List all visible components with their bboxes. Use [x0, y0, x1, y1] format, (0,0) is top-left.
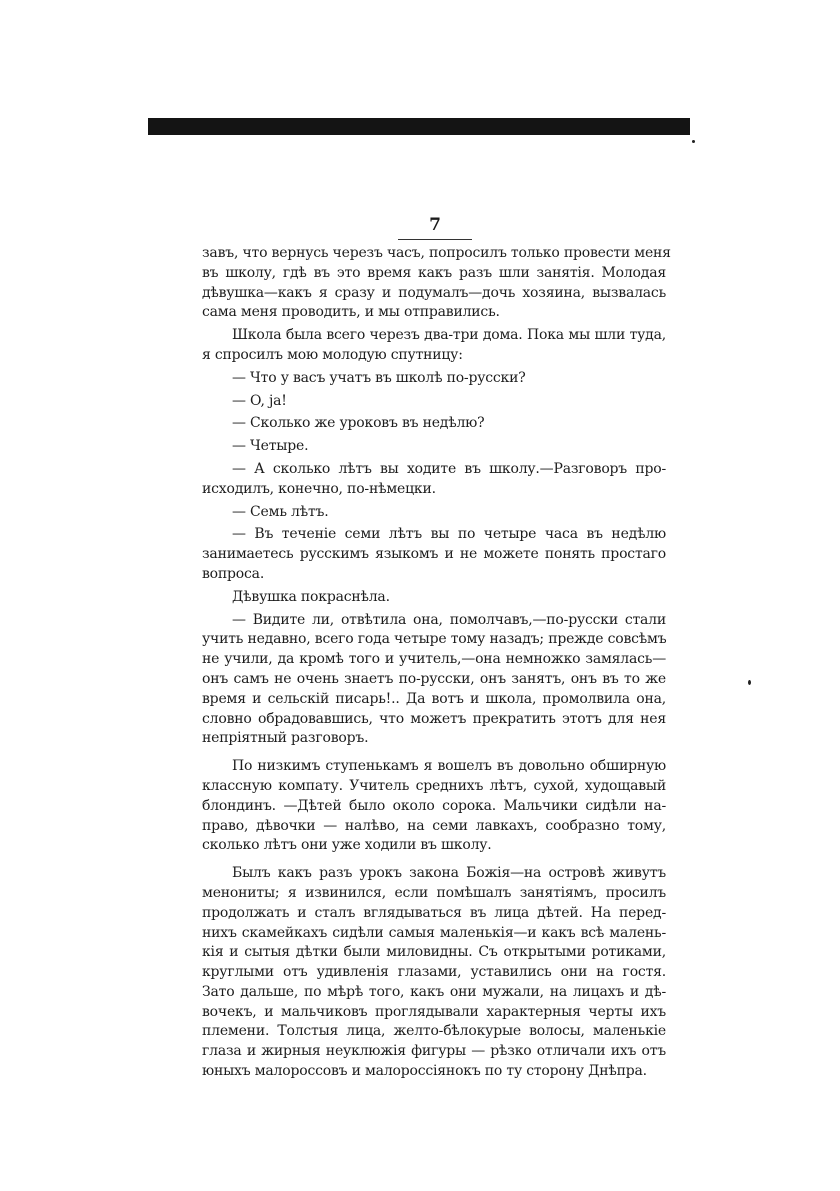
text-line: я спросилъ мою молодую спутницу:: [202, 346, 463, 363]
text-line: сама меня проводить, и мы отправились.: [202, 304, 500, 321]
paragraph: [202, 369, 666, 389]
paragraph: [202, 588, 666, 608]
text-line: не учили, да кромѣ того и учитель,—она немножко замялась—: [202, 651, 666, 668]
text-line: сколько лѣтъ они уже ходили въ школу.: [202, 837, 492, 854]
paragraph: [202, 525, 666, 584]
page-number: 7: [429, 215, 441, 235]
scan-speck: [748, 680, 751, 685]
text-line: — Сколько же уроковъ въ недѣлю?: [232, 415, 485, 432]
page-number-rule: [398, 239, 472, 240]
text-line: блондинъ. —Дѣтей было около сорока. Мальчики сидѣли на-: [202, 797, 666, 814]
text-line: время и сельскій писарь!.. Да вотъ и школа, промолвила она,: [202, 690, 666, 707]
body-text: [202, 244, 671, 1082]
text-line: занимаетесь русскимъ языкомъ и не можете понять простаго: [202, 546, 666, 563]
paragraph: [202, 326, 666, 366]
text-line: вочекъ, и мальчиковъ проглядывали характерныя черты ихъ: [202, 1003, 666, 1020]
text-line: онъ самъ не очень знаетъ по-русски, онъ занятъ, онъ въ то же: [202, 670, 666, 687]
text-line: Былъ какъ разъ урокъ закона Божія—на островѣ живутъ: [232, 865, 666, 882]
text-line: менониты; я извинился, если помѣшалъ занятіямъ, просилъ: [202, 884, 666, 901]
paragraph: [202, 611, 666, 750]
text-line: — Семь лѣтъ.: [232, 503, 329, 520]
text-line: исходилъ, конечно, по-нѣмецки.: [202, 480, 436, 497]
paragraph: [202, 244, 671, 323]
text-line: — А сколько лѣтъ вы ходите въ школу.—Разговоръ про-: [232, 460, 666, 477]
text-line: завъ, что вернусь черезъ часъ, попросилъ только провести меня: [202, 245, 671, 261]
text-line: Зато дальше, по мѣрѣ того, какъ они мужали, на лицахъ и дѣ-: [202, 983, 666, 1000]
text-line: кія и сытыя дѣтки были миловидны. Съ открытыми ротиками,: [202, 944, 666, 961]
paragraph: [202, 503, 666, 523]
text-line: въ школу, гдѣ въ это время какъ разъ шли занятія. Молодая: [202, 264, 666, 281]
text-line: продолжать и сталъ вглядываться въ лица дѣтей. На перед-: [202, 904, 666, 921]
scan-speck: [692, 140, 695, 143]
text-line: вопроса.: [202, 565, 265, 582]
text-line: — Четыре.: [232, 438, 309, 455]
text-line: — O, ja!: [232, 392, 287, 409]
text-line: Дѣвушка покраснѣла.: [232, 588, 390, 605]
text-line: право, дѣвочки — налѣво, на семи лавкахъ, сообразно тому,: [202, 817, 666, 834]
text-line: По низкимъ ступенькамъ я вошелъ въ довольно обширную: [232, 758, 666, 775]
text-line: племени. Толстыя лица, желто-бѣлокурые волосы, маленькіе: [202, 1023, 666, 1040]
text-line: — Въ теченіе семи лѣтъ вы по четыре часа въ недѣлю: [232, 526, 666, 543]
scan-edge-bar: [148, 118, 690, 135]
text-line: классную компату. Учитель среднихъ лѣтъ, сухой, худощавый: [202, 777, 666, 794]
paragraph: [202, 460, 666, 500]
text-line: — Что у васъ учатъ въ школѣ по-русски?: [232, 369, 526, 386]
text-line: круглыми отъ удивленія глазами, уставились они на гостя.: [202, 964, 666, 981]
text-line: Школа была всего черезъ два-три дома. Пока мы шли туда,: [232, 327, 666, 344]
text-line: — Видите ли, отвѣтила она, помолчавъ,—по-русски стали: [232, 611, 666, 628]
paragraph: [202, 392, 666, 412]
paragraph: [202, 437, 666, 457]
paragraph: [202, 414, 666, 434]
text-line: учить недавно, всего года четыре тому назадъ; прежде совсѣмъ: [202, 631, 667, 648]
paragraph: [202, 864, 666, 1082]
text-line: глаза и жирныя неуклюжія фигуры — рѣзко отличали ихъ отъ: [202, 1043, 666, 1060]
text-line: дѣвушка—какъ я сразу и подумалъ—дочь хозяина, вызвалась: [202, 284, 666, 301]
text-line: юныхъ малороссовъ и малороссіянокъ по ту сторону Днѣпра.: [202, 1063, 647, 1080]
text-line: нихъ скамейкахъ сидѣли самыя маленькія—и какъ всѣ малень-: [202, 924, 666, 941]
text-line: непріятный разговоръ.: [202, 730, 369, 747]
paragraph: [202, 757, 666, 856]
text-line: словно обрадовавшись, что можетъ прекратить этотъ для нея: [202, 710, 666, 727]
